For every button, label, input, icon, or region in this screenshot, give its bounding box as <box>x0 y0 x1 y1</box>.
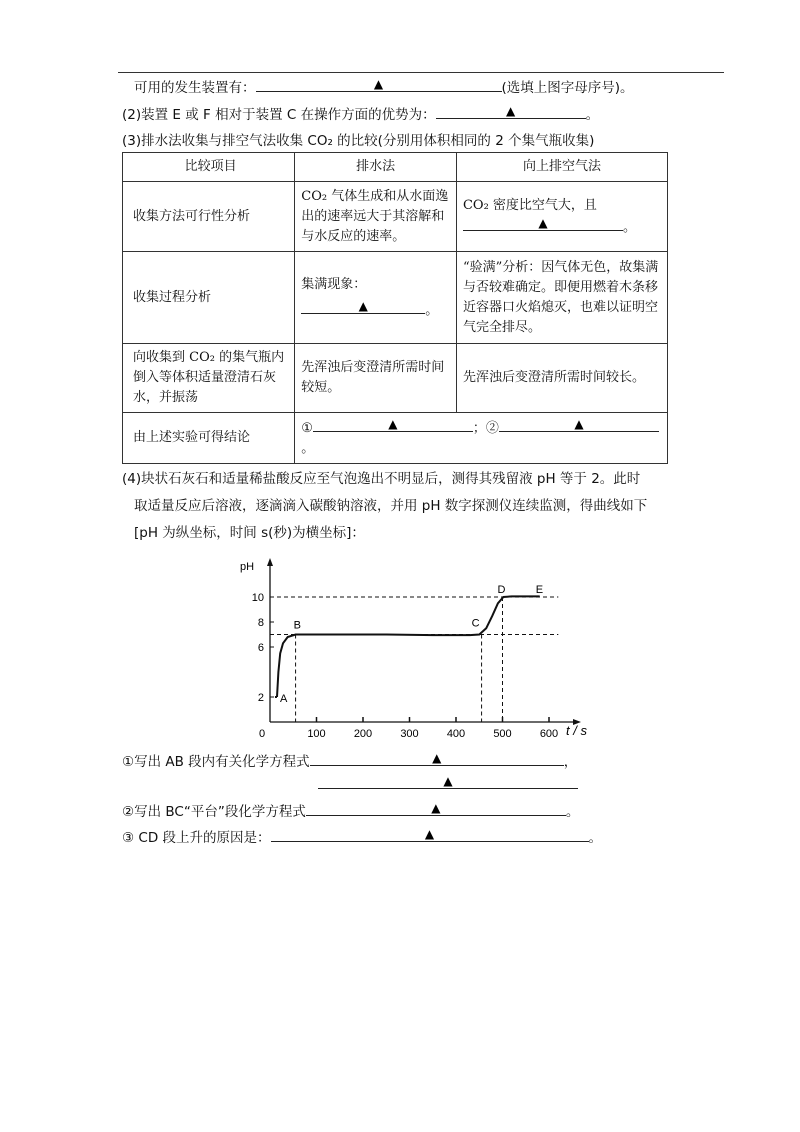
conclusion-end: 。 <box>301 441 315 456</box>
answer-blank[interactable] <box>306 801 566 816</box>
triangle-marker: ▲ <box>431 801 441 815</box>
intro-suffix: (选填上图字母序号)。 <box>501 80 634 96</box>
point-label-c: C <box>471 617 480 630</box>
table-header-row <box>123 153 668 182</box>
sub-question-3-text: ③ CD 段上升的原因是： <box>122 830 271 846</box>
comparison-table <box>122 152 668 464</box>
y-tick-label: 8 <box>257 617 264 629</box>
question-4-line-3: [pH 为纵坐标，时间 s(秒)为横坐标]： <box>134 525 365 541</box>
triangle-marker: ▲ <box>432 751 442 765</box>
air-cell <box>456 182 667 252</box>
table-row <box>123 413 668 464</box>
x-tick-label: 100 <box>307 728 326 740</box>
answer-blank[interactable] <box>318 774 578 789</box>
y-tick-label: 2 <box>257 692 264 704</box>
answer-blank[interactable] <box>463 216 623 231</box>
table-header-cell: 向上排空气法 <box>456 153 667 182</box>
sub-question-2-text: ②写出 BC“平台”段化学方程式 <box>122 804 306 820</box>
question-2-end: 。 <box>585 107 600 123</box>
table-row <box>123 182 668 252</box>
water-cell: 先浑浊后变澄清所需时间较短。 <box>295 344 457 413</box>
question-3-title: (3)排水法收集与排空气法收集 CO₂ 的比较(分别用体积相同的 2 个集气瓶收集) <box>122 133 595 149</box>
triangle-marker: ▲ <box>538 215 548 230</box>
point-label-d: D <box>497 584 506 596</box>
water-cell-text: 集满现象： <box>301 276 367 292</box>
sub-question-3-end: 。 <box>588 830 603 846</box>
table-row <box>123 344 668 413</box>
x-tick-label: 300 <box>400 728 419 740</box>
triangle-marker: ▲ <box>505 104 516 118</box>
sub-question-3 <box>122 826 602 846</box>
water-cell-end: 。 <box>425 302 439 318</box>
question-4-line-2: 取适量反应后溶液，逐滴滴入碳酸钠溶液，并用 pH 数字探测仪连续监测，得曲线如下 <box>134 498 648 514</box>
air-cell: “验满”分析：因气体无色，故集满与否较难确定。即便用燃着木条移近容器口火焰熄灭，也难以证明空气完全排尽。 <box>456 252 667 344</box>
ph-curve-line <box>277 596 540 697</box>
answer-blank[interactable] <box>271 827 589 842</box>
x-tick-label: 500 <box>493 728 512 740</box>
sub-question-1-continuation <box>318 774 578 793</box>
row-label: 收集方法可行性分析 <box>123 182 295 252</box>
row-label: 向收集到 CO₂ 的集气瓶内倒入等体积适量澄清石灰水，并振荡 <box>123 344 295 413</box>
x-tick-label: 0 <box>258 728 266 740</box>
question-4-line-1: (4)块状石灰石和适量稀盐酸反应至气泡逸出不明显后，测得其残留液 pH 等于 2。此时 <box>122 471 641 487</box>
air-cell: 先浑浊后变澄清所需时间较长。 <box>456 344 667 413</box>
x-tick-label: 200 <box>353 728 373 740</box>
triangle-marker: ▲ <box>574 417 584 431</box>
conclusion-marker-2: ；② <box>472 421 499 436</box>
intro-text: 可用的发生装置有： <box>134 80 256 96</box>
water-cell <box>295 252 457 344</box>
top-rule <box>118 72 724 73</box>
conclusion-cell <box>295 413 668 464</box>
triangle-marker: ▲ <box>373 77 384 91</box>
row-label: 收集过程分析 <box>123 252 295 344</box>
row-label: 由上述实验可得结论 <box>123 413 295 464</box>
question-2-text: (2)装置 E 或 F 相对于装置 C 在操作方面的优势为： <box>122 107 436 123</box>
x-axis-label: t / s <box>566 723 587 738</box>
x-tick-label: 400 <box>446 728 466 740</box>
air-cell-text: CO₂ 密度比空气大，且 <box>462 197 597 213</box>
sub-question-1 <box>122 750 577 770</box>
triangle-marker: ▲ <box>358 298 368 313</box>
answer-blank[interactable] <box>313 417 473 432</box>
y-axis-arrow <box>267 558 273 566</box>
y-tick-label: 6 <box>257 642 264 654</box>
answer-blank[interactable] <box>310 751 564 766</box>
point-label-b: B <box>293 619 301 632</box>
triangle-marker: ▲ <box>443 774 453 788</box>
point-label-a: A <box>279 693 288 705</box>
water-cell: CO₂ 气体生成和从水面逸出的速率远大于其溶解和与水反应的速率。 <box>295 182 457 252</box>
intro-line <box>134 76 634 96</box>
x-tick-label: 600 <box>539 728 559 740</box>
table-row <box>123 252 668 344</box>
y-axis-label: pH <box>240 561 255 573</box>
table-header-cell: 排水法 <box>295 153 457 182</box>
conclusion-marker-1: ① <box>301 421 313 436</box>
triangle-marker: ▲ <box>388 417 398 431</box>
sub-question-2 <box>122 800 579 820</box>
ph-curve-chart <box>236 552 596 742</box>
answer-blank[interactable] <box>256 77 502 92</box>
question-2 <box>122 103 599 123</box>
triangle-marker: ▲ <box>424 827 435 841</box>
answer-blank[interactable] <box>301 299 425 314</box>
sub-question-1-end: ， <box>563 754 578 770</box>
answer-blank[interactable] <box>436 104 586 119</box>
point-label-e: E <box>535 584 544 596</box>
answer-blank[interactable] <box>499 417 659 432</box>
sub-question-1-text: ①写出 AB 段内有关化学方程式 <box>122 754 310 770</box>
table-header-cell: 比较项目 <box>123 153 295 182</box>
y-tick-label: 10 <box>251 592 264 604</box>
air-cell-end: 。 <box>622 219 636 235</box>
sub-question-2-end: 。 <box>565 804 580 820</box>
